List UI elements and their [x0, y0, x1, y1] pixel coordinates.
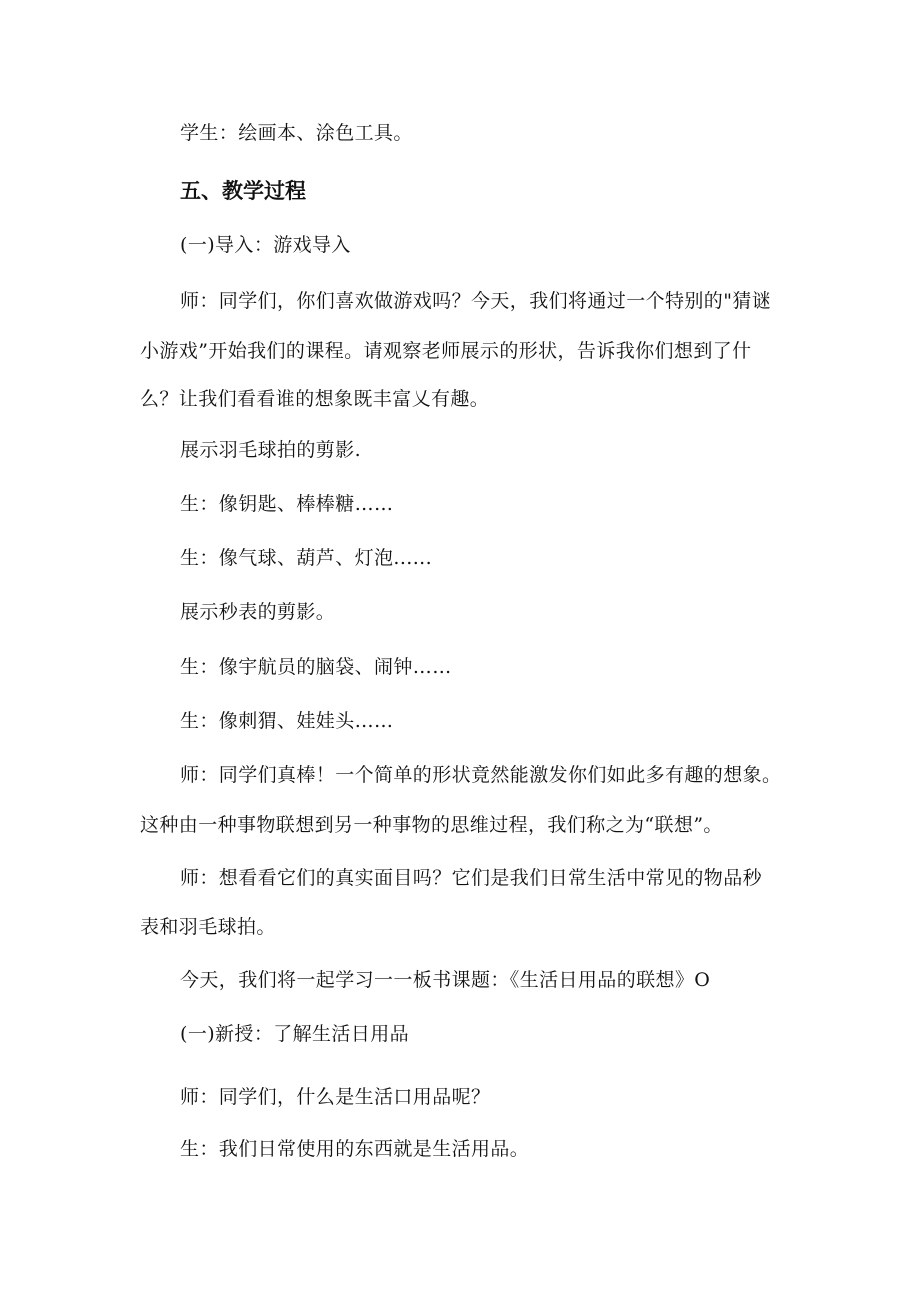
paragraph-line: 展示羽毛球拍的剪影.	[180, 439, 362, 461]
dialogue-line: 生：像宇航员的脑袋、闹钟……	[180, 656, 452, 678]
dialogue-line: 生：我们日常使用的东西就是生活用品。	[180, 1138, 530, 1160]
paragraph-line: 师：同学们真棒！一个简单的形状竟然能激发你们如此多有趣的想象。	[180, 764, 782, 786]
paragraph-line: 今天，我们将一起学习一一板书课题：《生活日用品的联想》O	[180, 969, 711, 991]
paragraph-line: 表和羽毛球拍。	[140, 916, 276, 938]
paragraph-line: 展示秒表的剪影。	[180, 601, 336, 623]
paragraph-line: 小游戏”开始我们的课程。请观察老师展示的形状，告诉我你们想到了什	[140, 340, 752, 362]
dialogue-line: 生：像刺猬、娃娃头……	[180, 710, 394, 732]
part2-title: (一)新授：了解生活日用品	[180, 1023, 410, 1045]
part1-title: (一)导入：游戏导入	[180, 234, 351, 256]
section-title: 五、教学过程	[180, 179, 306, 203]
dialogue-line: 生：像钥匙、棒棒糖……	[180, 493, 394, 515]
dialogue-line: 师：同学们，什么是生活口用品呢？	[180, 1086, 491, 1108]
materials-student-line: 学生：绘画本、涂色工具。	[180, 122, 413, 144]
paragraph-line: 师：想看看它们的真实面目吗？它们是我们日常生活中常见的物品秒	[180, 867, 763, 889]
paragraph-line: 师：同学们，你们喜欢做游戏吗？今天，我们将通过一个特别的"猜谜	[180, 290, 772, 312]
paragraph-line: 么？让我们看看谁的想象既丰富乂有趣。	[140, 388, 490, 410]
dialogue-line: 生：像气球、葫芦、灯泡......	[180, 547, 433, 569]
paragraph-line: 这种由一种事物联想到另一种事物的思维过程，我们称之为“联想”。	[140, 814, 723, 836]
